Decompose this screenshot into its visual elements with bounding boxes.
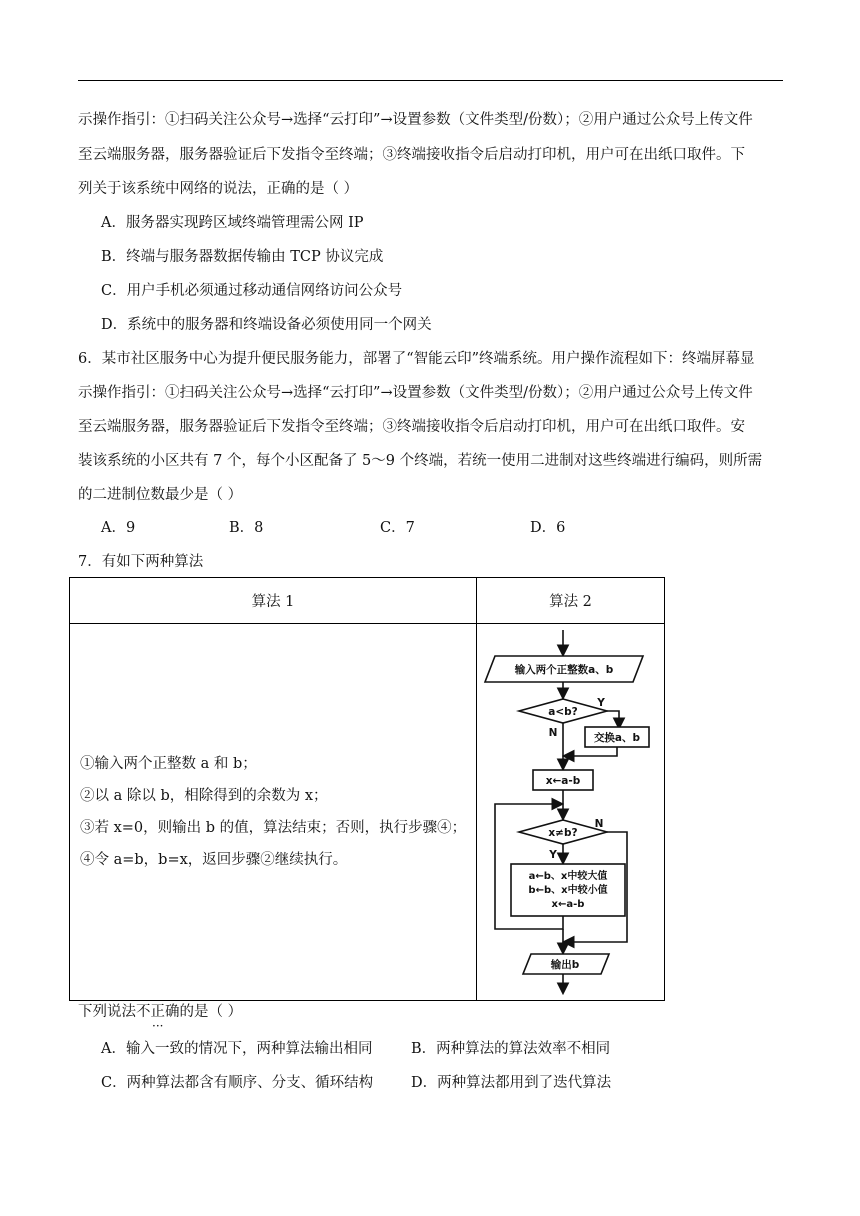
q5-option-c[interactable]: C．用户手机必须通过移动通信网络访问公众号 [101,283,403,299]
q5-text-line: 列关于该系统中网络的说法，正确的是（ ） [78,181,359,197]
q7-intro: 7．有如下两种算法 [78,554,204,570]
q5-text-line: 示操作指引：①扫码关注公众号→选择“云打印”→设置参数（文件类型/份数）；②用户通过公众号上传文件 [78,112,753,128]
flow-cond2-text: x≠b? [548,827,578,839]
flow-arrow [607,711,619,727]
q5-option-d[interactable]: D．系统中的服务器和终端设备必须使用同一个网关 [101,317,432,333]
flow-yes-label: Y [597,697,605,709]
q7-option-d[interactable]: D．两种算法都用到了迭代算法 [411,1075,612,1091]
flow-output-text: 输出b [550,959,580,971]
q5-option-b[interactable]: B．终端与服务器数据传输由 TCP 协议完成 [101,249,384,265]
q6-option-b[interactable]: B．8 [229,520,264,536]
q7-option-b[interactable]: B．两种算法的算法效率不相同 [411,1041,611,1057]
q6-text-line: 示操作指引：①扫码关注公众号→选择“云打印”→设置参数（文件类型/份数）；②用户通过公众号上传文件 [78,385,753,401]
flow-arrow [565,747,617,756]
flow-input-text: 输入两个正整数a、b [514,664,614,676]
q6-option-d[interactable]: D．6 [530,520,566,536]
header-rule [78,80,783,81]
flow-cond1-text: a<b? [548,706,578,718]
q7-prompt-emphasis: 不正确 ··· [136,1004,180,1020]
algo1-header: 算法 1 [70,578,477,624]
algo2-flowchart [477,624,664,996]
flow-yes-label: Y [549,849,557,861]
algo1-step: ④令 a=b，b=x，返回步骤②继续执行。 [80,852,348,868]
q6-option-a[interactable]: A．9 [101,520,136,536]
q7-option-c[interactable]: C．两种算法都含有顺序、分支、循环结构 [101,1075,374,1091]
q6-text-line: 的二进制位数最少是（ ） [78,487,243,503]
q6-text-line: 6．某市社区服务中心为提升便民服务能力，部署了“智能云印”终端系统。用户操作流程如下：终端屏幕显 [78,351,755,367]
q6-text-line: 装该系统的小区共有 7 个，每个小区配备了 5～9 个终端，若统一使用二进制对这些终端进行编码，则所需 [78,453,763,469]
q7-prompt [78,1002,242,1022]
algo1-step: ③若 x=0，则输出 b 的值，算法结束；否则，执行步骤④； [80,820,467,836]
flow-swap-text: 交换a、b [593,732,641,744]
q6-text-line: 至云端服务器，服务器验证后下发指令至终端；③终端接收指令后启动打印机，用户可在出纸口取件。安 [78,419,745,435]
q5-option-a[interactable]: A．服务器实现跨区域终端管理需公网 IP [101,215,364,231]
q6-option-c[interactable]: C．7 [380,520,415,536]
algo1-step: ①输入两个正整数 a 和 b； [80,756,257,772]
flow-no-label: N [548,727,558,739]
q7-prompt-post: 的是（ ） [179,1004,243,1020]
flow-loop-line: a←b、x中较大值 [528,871,608,882]
q7-option-a[interactable]: A．输入一致的情况下，两种算法输出相同 [101,1041,373,1057]
flow-no-label: N [594,818,604,830]
flow-loop-line: b←b、x中较小值 [528,885,608,896]
flow-loop-line: x←a-b [551,899,585,910]
algorithm-table [69,577,665,1001]
algo1-steps [70,624,477,1001]
flow-assign-text: x←a-b [545,775,581,787]
algo2-header: 算法 2 [477,578,665,624]
q7-prompt-pre: 下列说法 [78,1004,136,1020]
algo1-step: ②以 a 除以 b，相除得到的余数为 x； [80,788,328,804]
algo2-flowchart-cell [477,624,665,1001]
q5-text-line: 至云端服务器，服务器验证后下发指令至终端；③终端接收指令后启动打印机，用户可在出纸口取件。下 [78,147,745,163]
